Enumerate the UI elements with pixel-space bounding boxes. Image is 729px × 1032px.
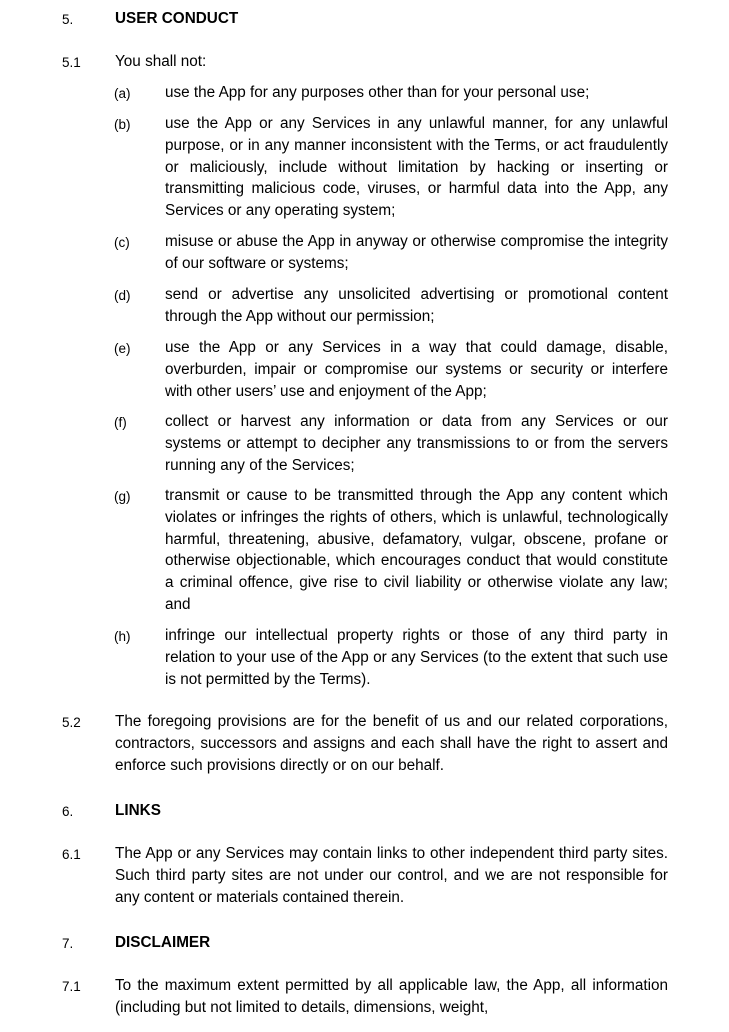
sub-clause-label: (g)	[114, 489, 131, 504]
sub-clause-label: (e)	[114, 341, 131, 356]
clause-number: 5.1	[62, 55, 81, 70]
section-number: 6.	[62, 804, 74, 819]
clause-text: The App or any Services may contain links to other independent third party sites. Such third party sites are not under our control, and we are not responsible for any content or materials contained therein.	[115, 845, 668, 906]
clause-intro: You shall not:	[115, 53, 207, 70]
sub-clause-label: (c)	[114, 235, 130, 250]
clause-number: 5.2	[62, 715, 81, 730]
section-heading: USER CONDUCT	[115, 10, 239, 27]
sub-clause-text: collect or harvest any information or data from any Services or our systems or attempt to decipher any transmissions to or from the servers running any of the Services;	[165, 413, 668, 474]
clause-text: To the maximum extent permitted by all applicable law, the App, all information (including but not limited to details, dimensions, weight,	[115, 977, 668, 1016]
sub-clause-label: (b)	[114, 117, 131, 132]
clause-number: 6.1	[62, 847, 81, 862]
section-number: 5.	[62, 12, 74, 27]
section-number: 7.	[62, 936, 74, 951]
sub-clause-label: (a)	[114, 86, 131, 101]
sub-clause-text: use the App for any purposes other than for your personal use;	[165, 84, 590, 101]
clause-text: The foregoing provisions are for the benefit of us and our related corporations, contractors, successors and assigns and each shall have the right to assert and enforce such provisions directly or on our behalf.	[115, 713, 668, 774]
sub-clause-text: send or advertise any unsolicited advertising or promotional content through the App without our permission;	[165, 286, 668, 325]
section-heading: DISCLAIMER	[115, 934, 211, 951]
sub-clause-text: misuse or abuse the App in anyway or otherwise compromise the integrity of our software or systems;	[165, 233, 668, 272]
clause-number: 7.1	[62, 979, 81, 994]
sub-clause-text: transmit or cause to be transmitted through the App any content which violates or infringes the rights of others, which is unlawful, technologically harmful, threatening, abusive, defamatory, vulgar, obscene, profane or otherwise objectionable, which encourages conduct that would constitute a criminal offence, give rise to civil liability or otherwise violate any law; and	[165, 487, 668, 613]
sub-clause-label: (h)	[114, 629, 131, 644]
sub-clause-text: use the App or any Services in any unlawful manner, for any unlawful purpose, or in any manner inconsistent with the Terms, or act fraudulently or maliciously, include without limitation by hacking or inserting or transmitting malicious code, viruses, or harmful data into the App, any Services or any operating system;	[165, 115, 668, 220]
sub-clause-text: use the App or any Services in a way that could damage, disable, overburden, impair or compromise our systems or security or interfere with other users’ use and enjoyment of the App;	[165, 339, 668, 400]
sub-clause-text: infringe our intellectual property rights or those of any third party in relation to your use of the App or any Services (to the extent that such use is not permitted by the Terms).	[165, 627, 668, 688]
section-heading: LINKS	[115, 802, 161, 819]
sub-clause-label: (f)	[114, 415, 127, 430]
sub-clause-label: (d)	[114, 288, 131, 303]
